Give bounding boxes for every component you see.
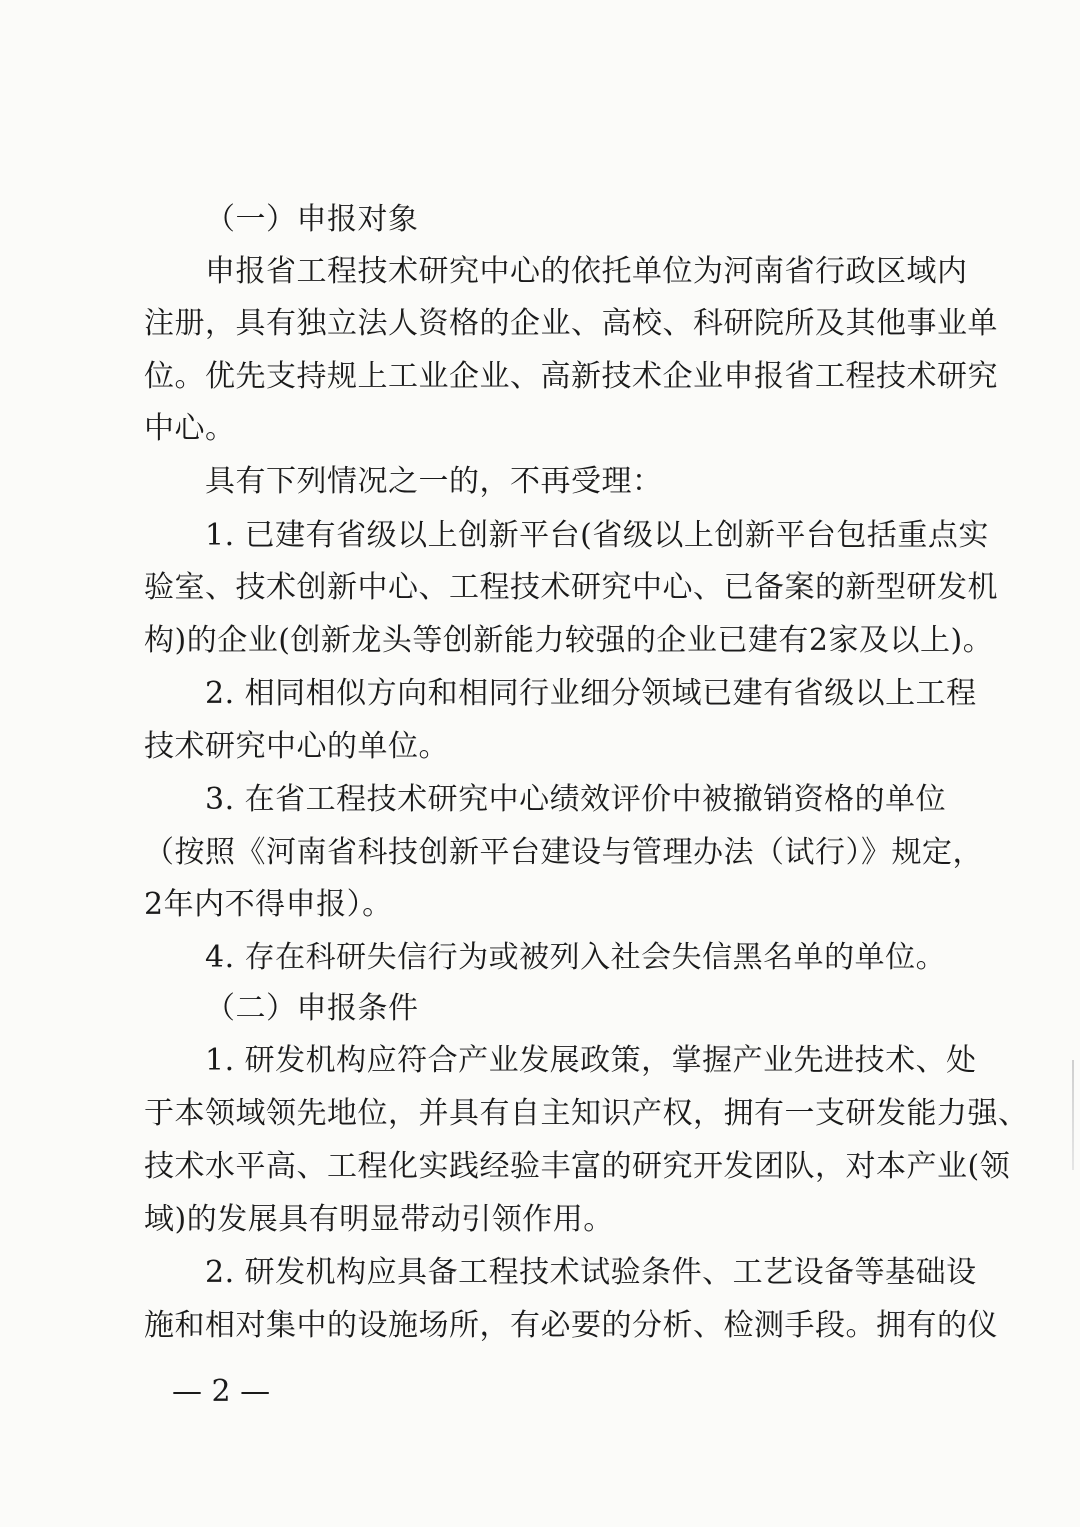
paragraph-line: 1. 已建有省级以上创新平台(省级以上创新平台包括重点实 <box>205 518 989 553</box>
paragraph-line: 3. 在省工程技术研究中心绩效评价中被撤销资格的单位 <box>205 782 947 817</box>
paragraph-line: 施和相对集中的设施场所，有必要的分析、检测手段。拥有的仪 <box>144 1308 998 1343</box>
paragraph-line: 构)的企业(创新龙头等创新能力较强的企业已建有2家及以上)。 <box>144 623 994 658</box>
section-heading-1: （一）申报对象 <box>205 202 419 237</box>
paragraph-line: 验室、技术创新中心、工程技术研究中心、已备案的新型研发机 <box>144 570 998 605</box>
paragraph-line: （按照《河南省科技创新平台建设与管理办法（试行）》规定， <box>144 835 983 870</box>
paragraph-line: 注册，具有独立法人资格的企业、高校、科研院所及其他事业单 <box>144 306 998 341</box>
paragraph-line: 于本领域领先地位，并具有自主知识产权，拥有一支研发能力强、 <box>144 1096 1029 1131</box>
paragraph-line: 1. 研发机构应符合产业发展政策，掌握产业先进技术、处 <box>205 1043 977 1078</box>
scan-edge-mark <box>1072 1060 1074 1170</box>
paragraph-line: 中心。 <box>144 411 236 446</box>
paragraph-line: 2. 相同相似方向和相同行业细分领域已建有省级以上工程 <box>205 676 977 711</box>
paragraph-line: 技术研究中心的单位。 <box>144 729 449 764</box>
paragraph-line: 域)的发展具有明显带动引领作用。 <box>144 1202 614 1237</box>
section-heading-2: （二）申报条件 <box>205 991 419 1026</box>
paragraph-line: 具有下列情况之一的，不再受理： <box>205 464 663 499</box>
paragraph-line: 申报省工程技术研究中心的依托单位为河南省行政区域内 <box>205 254 968 289</box>
paragraph-line: 4. 存在科研失信行为或被列入社会失信黑名单的单位。 <box>205 940 947 975</box>
paragraph-line: 技术水平高、工程化实践经验丰富的研究开发团队，对本产业(领 <box>144 1149 1011 1184</box>
page-number: — 2 — <box>172 1374 271 1409</box>
paragraph-line: 2. 研发机构应具备工程技术试验条件、工艺设备等基础设 <box>205 1255 977 1290</box>
paragraph-line: 位。优先支持规上工业企业、高新技术企业申报省工程技术研究 <box>144 359 998 394</box>
paragraph-line: 2年内不得申报）。 <box>144 887 393 922</box>
